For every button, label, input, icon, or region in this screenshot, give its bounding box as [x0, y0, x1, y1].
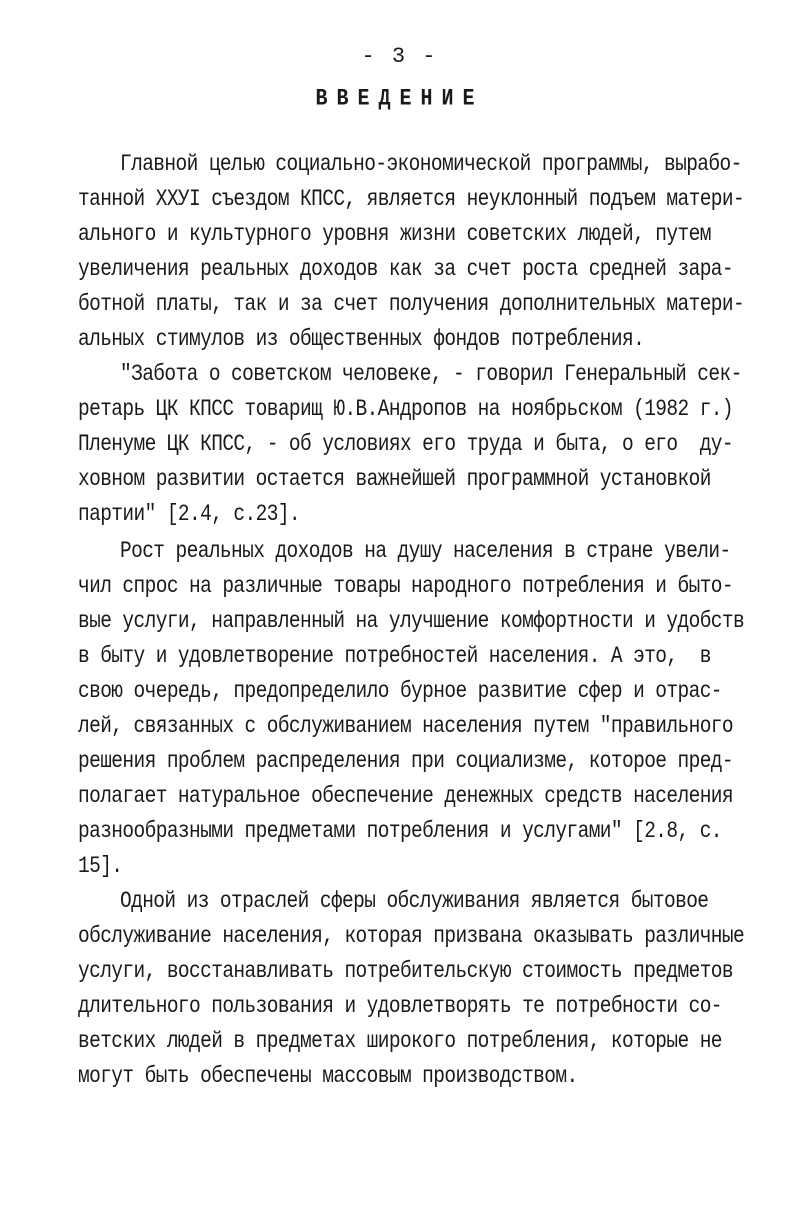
text-line: танной XXУI съездом КПСС, является неуклонный подъем матери-: [78, 186, 745, 213]
text-line: Пленуме ЦК КПСС, - об условиях его труда и быта, о его ду-: [78, 431, 734, 458]
text-line: свою очередь, предопределило бурное развитие сфер и отрас-: [78, 678, 722, 705]
text-line: ретарь ЦК КПСС товарищ Ю.В.Андропов на ноябрьском (1982 г.): [78, 396, 734, 423]
text-line: ховном развитии остается важнейшей программной установкой: [78, 466, 711, 493]
text-line: ветских людей в предметах широкого потребления, которые не: [78, 1028, 722, 1055]
text-line: вые услуги, направленный на улучшение комфортности и удобств: [78, 608, 745, 635]
text-line: лей, связанных с обслуживанием населения путем "правильного: [78, 713, 734, 740]
text-line: "Забота о советском человеке, - говорил Генеральный сек-: [120, 361, 742, 388]
page-number: - 3 -: [361, 44, 438, 69]
text-line: чил спрос на различные товары народного потребления и быто-: [78, 573, 734, 600]
text-line: Рост реальных доходов на душу населения в стране увели-: [120, 538, 731, 565]
text-line: полагает натуральное обеспечение денежных средств населения: [78, 783, 734, 810]
text-line: ального и культурного уровня жизни советских людей, путем: [78, 221, 711, 248]
text-line: длительного пользования и удовлетворять те потребности со-: [78, 993, 722, 1020]
text-line: в быту и удовлетворение потребностей населения. А это, в: [78, 643, 711, 670]
text-line: увеличения реальных доходов как за счет роста средней зара-: [78, 256, 734, 283]
text-line: Главной целью социально-экономической программы, вырабо-: [120, 151, 742, 178]
text-line: альных стимулов из общественных фондов потребления.: [78, 326, 645, 353]
text-line: Одной из отраслей сферы обслуживания является бытовое: [120, 888, 709, 915]
text-line: партии" [2.4, с.23].: [78, 501, 301, 528]
section-title: ВВЕДЕНИЕ: [315, 86, 484, 113]
text-line: ботной платы, так и за счет получения дополнительных матери-: [78, 291, 745, 318]
text-line: услуги, восстанавливать потребительскую стоимость предметов: [78, 958, 734, 985]
text-line: могут быть обеспечены массовым производством.: [78, 1063, 578, 1090]
text-line: обслуживание населения, которая призвана оказывать различные: [78, 923, 745, 950]
text-line: 15].: [78, 853, 123, 880]
text-line: решения проблем распределения при социализме, которое пред-: [78, 748, 734, 775]
text-line: разнообразными предметами потребления и услугами" [2.8, с.: [78, 818, 722, 845]
